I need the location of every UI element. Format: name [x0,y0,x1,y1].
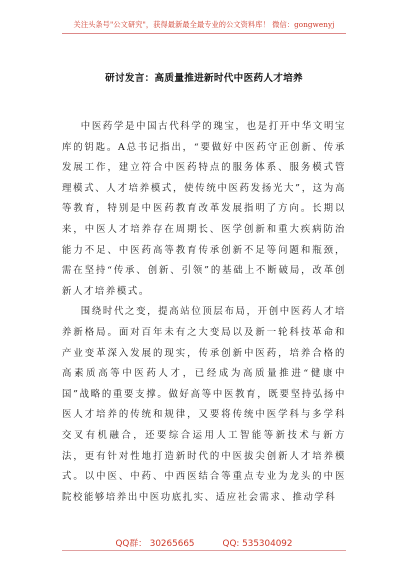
qq-group-number: QQ群： 30265665 [115,539,195,549]
body-paragraph-1: 中医药学是中国古代科学的瑰宝，也是打开中华文明宝库的钥匙。A总书记指出，“要做好中医药守正创新、传承发展工作，建立符合中医药特点的服务体系、服务模式管理模式、人才培养模式，使传统中医药发扬光大”，这为高等教育，特别是中医药教育改革发展指明了方向。长期以来，中医人才培养存在周期长、医学创新和重大疾病防治能力不足、中医药高等教育传承创新不足等问题和瓶颈，需在坚持“传承、创新、引领”的基础上不断破局，改革创新人才培养模式。 [62,121,346,297]
footer-contact [0,536,408,549]
document-body [62,117,346,508]
body-paragraph-2: 围绕时代之变，提高站位顶层布局，开创中医药人才培养新格局。面对百年未有之大变局以及新一轮科技革命和产业变革深入发展的现实，传承创新中医药，培养合格的高素质高等中医药人才，已经成为高质量推进“健康中国”战略的重要支撑。做好高等中医教育，既要坚持弘扬中医人才培养的传统和规律，又要将传统中医学科与多学科交叉有机融合，还要综合运用人工智能等新技术与新方法，更有针对性地打造新时代的中医拔尖创新人才培养模式。以中医、中药、中西医结合等重点专业为龙头的中医院校能够培养出中医功底扎实、适应社会需求、推动学科 [62,306,346,503]
document-title: 研讨发言：高质量推进新时代中医药人才培养 [105,73,303,84]
qq-number: QQ: 535304092 [222,539,293,549]
footer-divider [62,550,346,551]
header-divider [62,33,346,34]
header-promo-note: 关注头条号"公文研究"，获得最新最全最专业的公文资料库！ 微信：gongwenyj [73,20,335,29]
